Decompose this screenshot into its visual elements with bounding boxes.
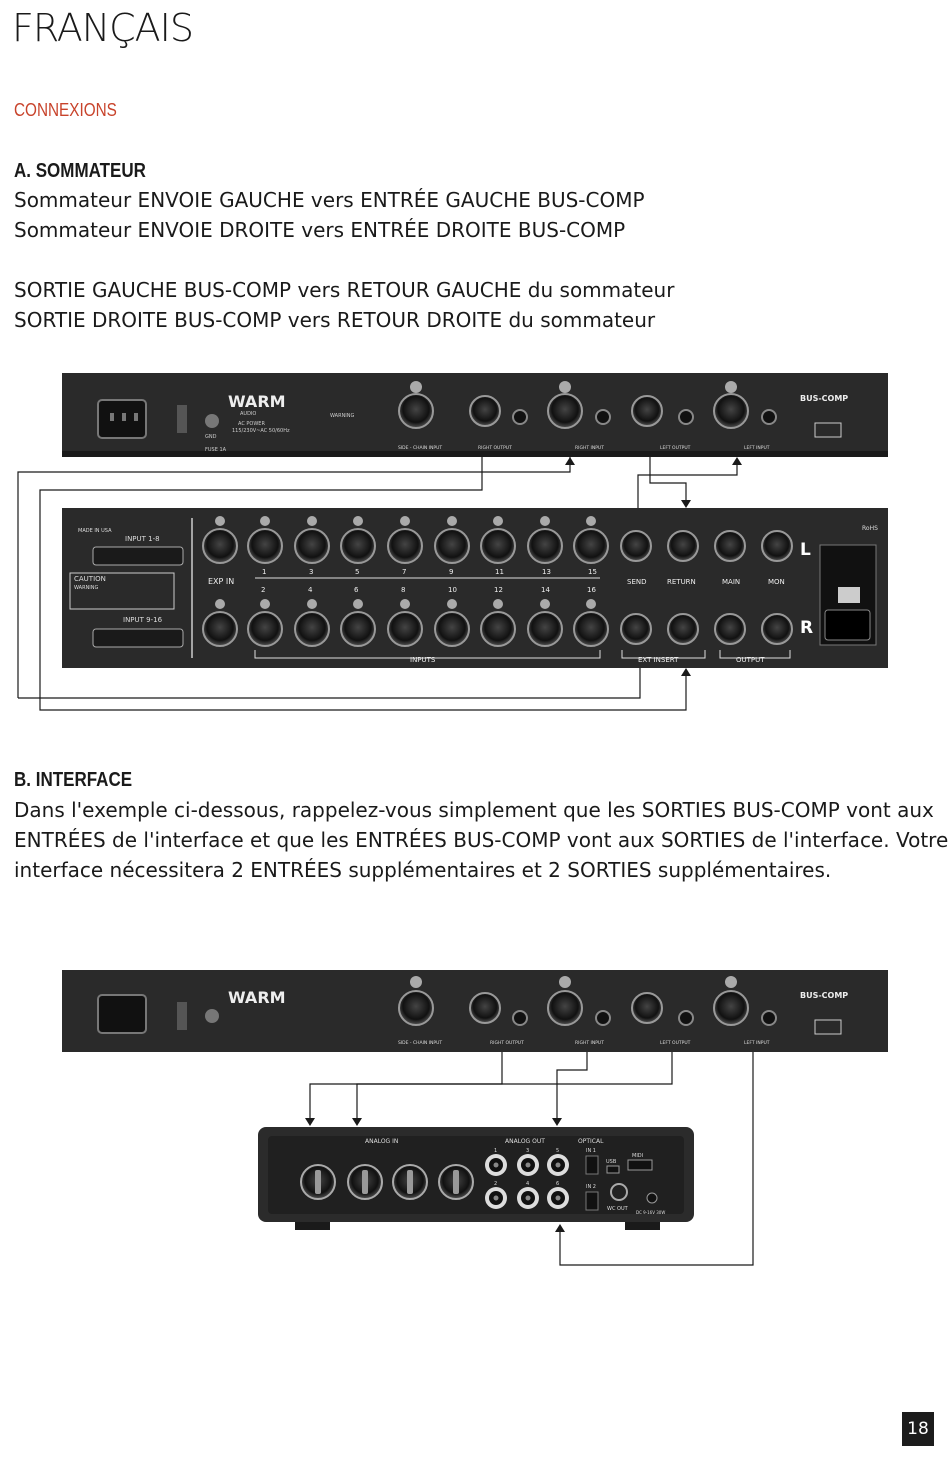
gnd-label: GND — [205, 434, 217, 440]
jack-label: SIDE - CHAIN INPUT — [398, 1041, 443, 1046]
channel-number: 3 — [309, 568, 314, 576]
trs-jack-icon — [596, 410, 610, 424]
ground-terminal-icon — [205, 414, 219, 428]
dc-jack-icon — [647, 1193, 657, 1203]
model-label: BUS-COMP — [800, 394, 849, 403]
exp-in-label: EXP IN — [208, 577, 235, 586]
bnc-connector-icon — [611, 1184, 627, 1200]
made-in-label: MADE IN USA — [78, 528, 112, 534]
mon-label: MON — [768, 578, 785, 586]
jack-label: LEFT INPUT — [744, 1041, 770, 1046]
trs-jack-icon — [762, 410, 776, 424]
channel-number: 2 — [261, 586, 266, 594]
rca-jack-icon — [547, 1154, 569, 1176]
xlr-jack-icon — [621, 531, 651, 561]
channel-number: 12 — [494, 586, 503, 594]
midi-label: MIDI — [632, 1153, 644, 1159]
interface-line: interface nécessitera 2 ENTRÉES supplémentaires et 2 SORTIES supplémentaires. — [14, 858, 832, 882]
xlr-jack-icon — [470, 396, 500, 426]
caution-title: CAUTION — [74, 575, 106, 583]
summing-line: SORTIE GAUCHE BUS-COMP vers RETOUR GAUCHE du sommateur — [14, 278, 675, 302]
xlr-jack-icon — [762, 614, 792, 644]
channel-number: 13 — [542, 568, 551, 576]
interface-line: ENTRÉES de l'interface et que les ENTRÉES BUS-COMP vont aux SORTIES de l'interface. Votre — [14, 828, 949, 852]
combo-jack-icon — [301, 1165, 335, 1199]
summing-connection-diagram — [0, 365, 950, 720]
channel-number: 4 — [308, 586, 313, 594]
trs-jack-icon — [679, 1011, 693, 1025]
optical-in1-label: IN 1 — [586, 1148, 596, 1154]
input-9-16-label: INPUT 9-16 — [123, 616, 163, 624]
channel-number: 6 — [354, 586, 359, 594]
send-label: SEND — [627, 578, 647, 586]
warning-label: WARNING — [330, 413, 355, 419]
output-number: 4 — [526, 1181, 530, 1187]
dc-label: DC 9-16V 30W — [636, 1210, 666, 1215]
db25-connector-icon — [93, 629, 183, 647]
rca-jack-icon — [517, 1154, 539, 1176]
rca-jack-icon — [485, 1154, 507, 1176]
trs-jack-icon — [679, 410, 693, 424]
trs-jack-icon — [762, 1011, 776, 1025]
xlr-jack-icon — [762, 531, 792, 561]
combo-jack-icon — [393, 1165, 427, 1199]
output-number: 6 — [556, 1181, 560, 1187]
combo-jack-icon — [439, 1165, 473, 1199]
output-number: 2 — [494, 1181, 498, 1187]
optical-label: OPTICAL — [578, 1138, 604, 1145]
jack-label: LEFT INPUT — [744, 446, 770, 451]
voltage-label: 115/230V~AC 50/60Hz — [232, 428, 290, 434]
wc-out-label: WC OUT — [607, 1206, 628, 1212]
rca-jack-icon — [517, 1187, 539, 1209]
ext-insert-label: EXT INSERT — [638, 656, 679, 664]
channel-number: 15 — [588, 568, 597, 576]
page-title: FRANÇAIS — [12, 6, 193, 50]
jack-label: RIGHT INPUT — [575, 446, 604, 451]
jack-label: LEFT OUTPUT — [660, 1041, 691, 1046]
page-number: 18 — [902, 1412, 934, 1446]
audio-interface-rear-panel — [258, 1127, 694, 1230]
caution-text: WARNING — [74, 585, 99, 591]
channel-number: 11 — [495, 568, 504, 576]
left-channel-label: L — [800, 540, 811, 560]
summing-line: Sommateur ENVOIE DROITE vers ENTRÉE DROITE BUS-COMP — [14, 218, 626, 242]
xlr-jack-icon — [621, 614, 651, 644]
trs-jack-icon — [596, 1011, 610, 1025]
right-channel-label: R — [800, 618, 814, 638]
channel-number: 16 — [587, 586, 596, 594]
interface-line: Dans l'exemple ci-dessous, rappelez-vous simplement que les SORTIES BUS-COMP vont aux — [14, 798, 934, 822]
interface-connection-diagram — [0, 960, 950, 1280]
analog-out-label: ANALOG OUT — [505, 1138, 545, 1145]
output-number: 3 — [526, 1148, 530, 1154]
brand-logo: WARM — [228, 988, 286, 1007]
xlr-jack-icon — [632, 993, 662, 1023]
jack-label: RIGHT OUTPUT — [478, 446, 512, 451]
iec-power-inlet-icon — [98, 995, 146, 1033]
usb-port-icon — [607, 1166, 619, 1173]
brand-logo: WARM — [228, 392, 286, 411]
bus-comp-rear-panel — [62, 970, 888, 1052]
channel-number: 7 — [402, 568, 407, 576]
trs-jack-icon — [513, 1011, 527, 1025]
xlr-jack-icon — [668, 531, 698, 561]
analog-in-label: ANALOG IN — [365, 1138, 399, 1145]
jack-label: RIGHT OUTPUT — [490, 1041, 524, 1046]
channel-number: 9 — [449, 568, 454, 576]
channel-number: 1 — [262, 568, 267, 576]
output-number: 5 — [556, 1148, 560, 1154]
jack-label: SIDE - CHAIN INPUT — [398, 446, 443, 451]
main-label: MAIN — [722, 578, 741, 586]
usb-label: USB — [606, 1159, 617, 1165]
output-label: OUTPUT — [736, 656, 765, 664]
fuse-label: FUSE 1A — [205, 447, 227, 453]
channel-number: 5 — [355, 568, 360, 576]
summing-heading: A. SOMMATEUR — [14, 160, 146, 182]
model-label: BUS-COMP — [800, 991, 849, 1000]
summing-line: Sommateur ENVOIE GAUCHE vers ENTRÉE GAUCHE BUS-COMP — [14, 188, 645, 212]
xlr-jack-icon — [470, 993, 500, 1023]
section-label: CONNEXIONS — [14, 100, 117, 120]
jack-label: RIGHT INPUT — [575, 1041, 604, 1046]
channel-number: 10 — [448, 586, 457, 594]
channel-number: 8 — [401, 586, 406, 594]
inputs-label: INPUTS — [410, 656, 436, 664]
optical-port-icon — [586, 1192, 598, 1210]
xlr-jack-icon — [632, 396, 662, 426]
ground-terminal-icon — [205, 1009, 219, 1023]
optical-in2-label: IN 2 — [586, 1184, 596, 1190]
fuse-icon — [177, 405, 187, 433]
midi-port-icon — [628, 1160, 652, 1170]
jack-label: LEFT OUTPUT — [660, 446, 691, 451]
xlr-jack-icon — [715, 614, 745, 644]
combo-jack-icon — [348, 1165, 382, 1199]
return-label: RETURN — [667, 578, 696, 586]
ac-power-label: AC POWER — [238, 421, 265, 427]
xlr-jack-icon — [715, 531, 745, 561]
interface-heading: B. INTERFACE — [14, 769, 133, 791]
trs-jack-icon — [513, 410, 527, 424]
xlr-jack-icon — [668, 614, 698, 644]
input-1-8-label: INPUT 1-8 — [125, 535, 160, 543]
db25-connector-icon — [93, 547, 183, 565]
iec-power-inlet-icon — [825, 610, 870, 640]
summing-mixer-rear-panel — [62, 508, 888, 668]
rca-jack-icon — [485, 1187, 507, 1209]
summing-line: SORTIE DROITE BUS-COMP vers RETOUR DROITE du sommateur — [14, 308, 656, 332]
bus-comp-rear-panel — [62, 373, 888, 457]
fuse-icon — [177, 1002, 187, 1030]
brand-sub-label: AUDIO — [240, 411, 257, 417]
rca-jack-icon — [547, 1187, 569, 1209]
output-number: 1 — [494, 1148, 498, 1154]
rohs-label: RoHS — [862, 525, 878, 532]
optical-port-icon — [586, 1156, 598, 1174]
channel-number: 14 — [541, 586, 550, 594]
